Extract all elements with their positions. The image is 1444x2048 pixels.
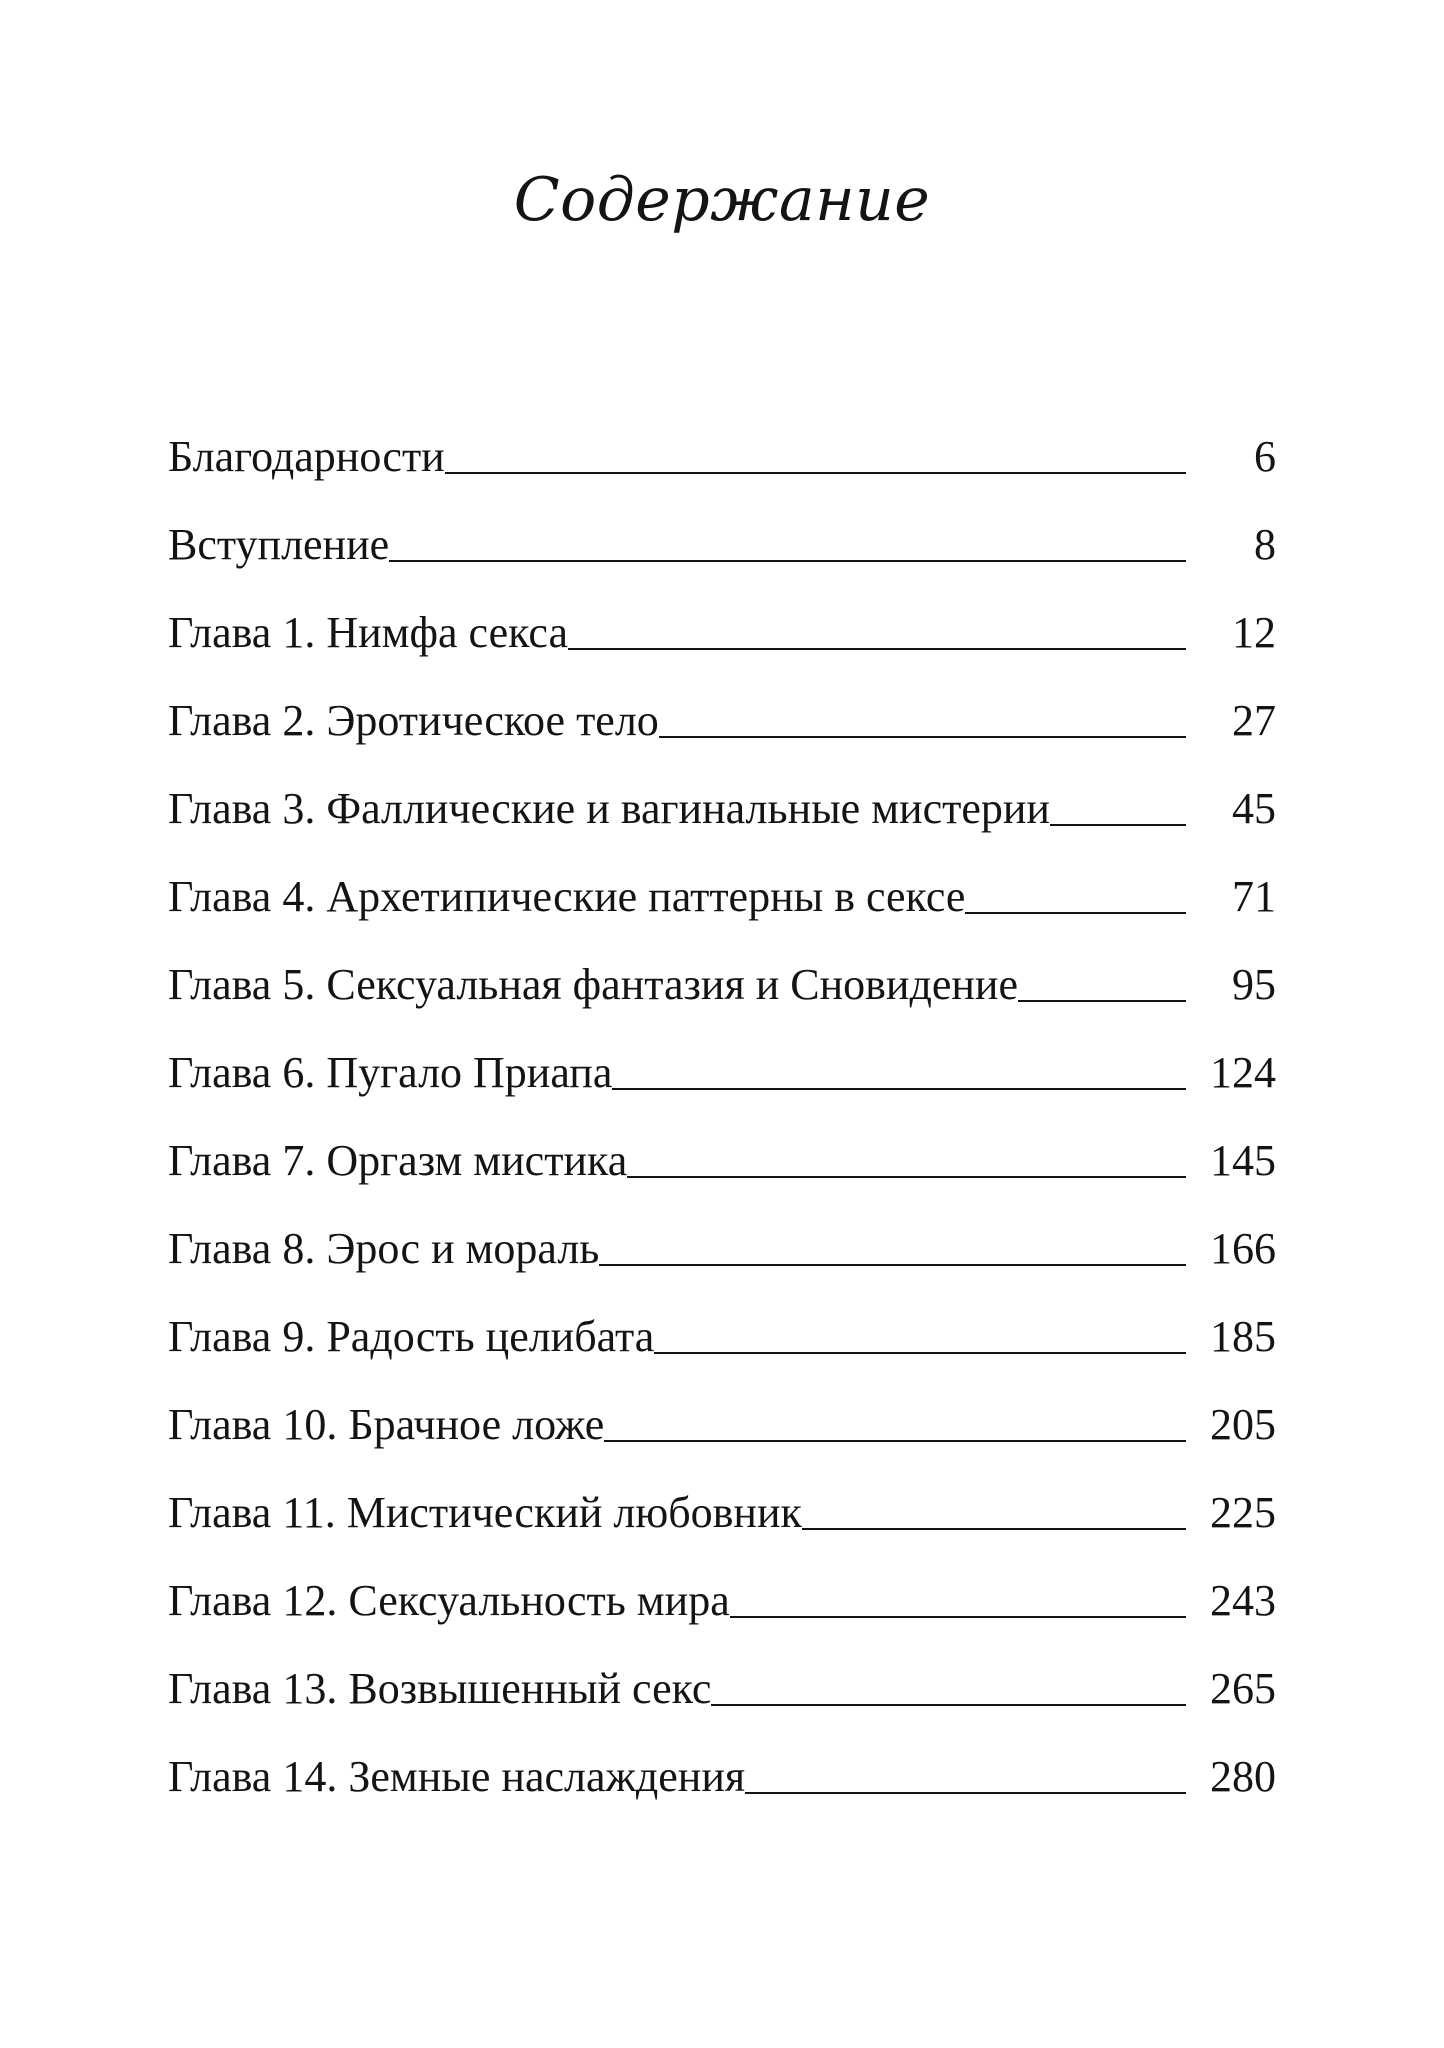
toc-entry-label: Глава 10. Брачное ложе (168, 1400, 605, 1449)
toc-entry-label: Глава 5. Сексуальная фантазия и Сновидение (168, 960, 1019, 1009)
toc-entry-label: Глава 12. Сексуальность мира (168, 1576, 730, 1625)
toc-entry (168, 400, 1276, 488)
toc-entry-page: 12 (1232, 608, 1276, 657)
toc-entry (168, 664, 1276, 752)
toc-entry-label: Глава 3. Фаллические и вагинальные мистерии (168, 784, 1050, 833)
toc-entry-label: Глава 4. Архетипические паттерны в сексе (168, 872, 966, 921)
toc-leader-line (1050, 824, 1186, 826)
toc-entry (168, 576, 1276, 664)
toc-entry (168, 1456, 1276, 1544)
toc-entry (168, 928, 1276, 1016)
toc-leader-line (1018, 1000, 1186, 1002)
toc-entry-label: Вступление (168, 520, 390, 569)
toc-leader-line (568, 648, 1186, 650)
toc-entry-label: Благодарности (168, 432, 445, 481)
table-of-contents (168, 400, 1276, 1808)
toc-entry (168, 840, 1276, 928)
toc-entry-label: Глава 14. Земные наслаждения (168, 1752, 746, 1801)
toc-entry (168, 1368, 1276, 1456)
toc-entry (168, 752, 1276, 840)
toc-leader-line (659, 736, 1186, 738)
toc-leader-line (711, 1704, 1186, 1706)
toc-entry-page: 185 (1210, 1312, 1276, 1361)
toc-entry-page: 205 (1210, 1400, 1276, 1449)
toc-entry-page: 225 (1210, 1488, 1276, 1537)
toc-entry-label: Глава 2. Эротическое тело (168, 696, 659, 745)
toc-leader-line (389, 560, 1186, 562)
toc-leader-line (612, 1088, 1186, 1090)
toc-entry-page: 71 (1232, 872, 1276, 921)
toc-entry-page: 243 (1210, 1576, 1276, 1625)
toc-entry (168, 1280, 1276, 1368)
toc-entry-label: Глава 11. Мистический любовник (168, 1488, 802, 1537)
toc-leader-line (745, 1792, 1186, 1794)
toc-leader-line (730, 1616, 1186, 1618)
toc-leader-line (604, 1440, 1186, 1442)
toc-entry-page: 280 (1210, 1752, 1276, 1801)
toc-entry-page: 95 (1232, 960, 1276, 1009)
toc-leader-line (802, 1528, 1186, 1530)
toc-entry-label: Глава 1. Нимфа секса (168, 608, 569, 657)
toc-entry-page: 124 (1210, 1048, 1276, 1097)
toc-entry-page: 45 (1232, 784, 1276, 833)
toc-entry-page: 27 (1232, 696, 1276, 745)
page-title: Содержание (513, 165, 931, 235)
toc-leader-line (445, 472, 1186, 474)
toc-leader-line (654, 1352, 1186, 1354)
toc-entry (168, 1720, 1276, 1808)
toc-leader-line (965, 912, 1186, 914)
toc-entry (168, 1632, 1276, 1720)
toc-entry (168, 1544, 1276, 1632)
toc-entry (168, 1192, 1276, 1280)
toc-entry-label: Глава 8. Эрос и мораль (168, 1224, 600, 1273)
toc-entry (168, 1016, 1276, 1104)
toc-entry-label: Глава 9. Радость целибата (168, 1312, 655, 1361)
toc-leader-line (627, 1176, 1186, 1178)
toc-leader-line (599, 1264, 1186, 1266)
toc-entry-page: 265 (1210, 1664, 1276, 1713)
toc-entry-page: 145 (1210, 1136, 1276, 1185)
toc-entry-label: Глава 13. Возвышенный секс (168, 1664, 712, 1713)
toc-entry-page: 6 (1254, 432, 1276, 481)
toc-entry-label: Глава 7. Оргазм мистика (168, 1136, 628, 1185)
toc-entry-page: 8 (1254, 520, 1276, 569)
toc-entry (168, 1104, 1276, 1192)
toc-entry (168, 488, 1276, 576)
toc-entry-label: Глава 6. Пугало Приапа (168, 1048, 613, 1097)
toc-entry-page: 166 (1210, 1224, 1276, 1273)
